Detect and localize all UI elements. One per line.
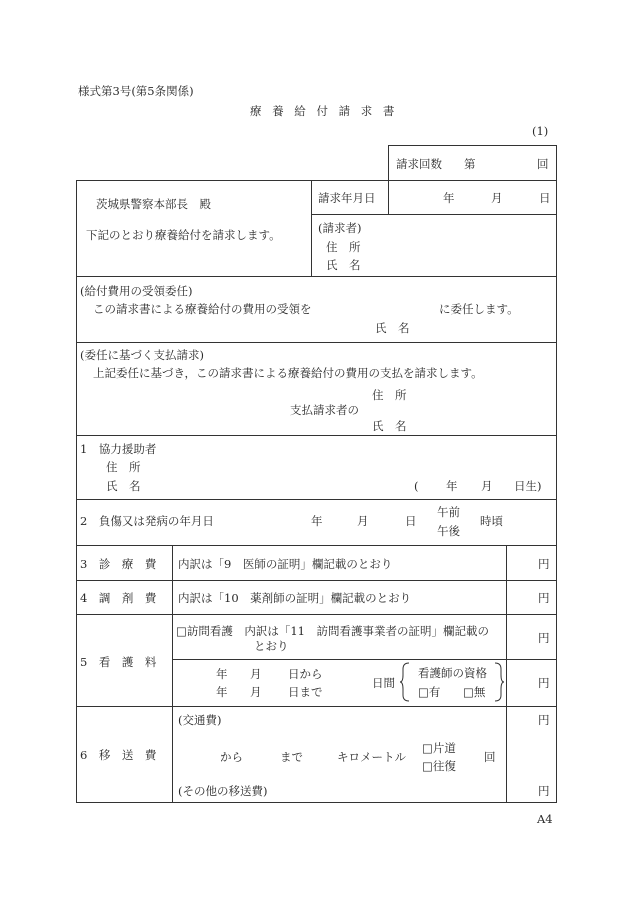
section4-label: 4 調 剤 費: [80, 591, 157, 605]
claim-date-day: 日: [539, 191, 551, 205]
rule: [76, 499, 556, 500]
delegation-heading: (給付費用の受領委任): [80, 284, 193, 298]
section6-unit1: 円: [538, 713, 550, 727]
payment-address-label: 住 所: [372, 388, 407, 402]
claim-date-month: 月: [491, 191, 503, 205]
rule: [388, 145, 389, 180]
section1-address-label: 住 所: [106, 460, 141, 474]
transport-round-trip: □往復: [422, 759, 456, 773]
delegation-text-before: この請求書による療養給付の費用の受領を: [93, 302, 312, 316]
transport-km: キロメートル: [337, 750, 406, 764]
claim-count-label: 請求回数: [396, 157, 442, 171]
rule: [172, 545, 173, 802]
birth-year: 年: [446, 479, 458, 493]
nursing-from: 日から: [288, 667, 323, 681]
page-title: 療 養 給 付 請 求 書: [250, 104, 395, 118]
left-brace: [400, 663, 409, 701]
section5-label: 5 看 護 料: [80, 655, 157, 669]
qualification-no: □無: [463, 685, 486, 699]
section3-detail: 内訳は「9 医師の証明」欄記載のとおり: [178, 557, 393, 571]
payment-requester-label: 支払請求者の: [290, 403, 359, 417]
claimant-address-label: 住 所: [326, 240, 361, 254]
section3-label: 3 診 療 費: [80, 557, 157, 571]
payment-request-heading: (委任に基づく支払請求): [80, 348, 204, 362]
nursing-month1: 月: [250, 667, 262, 681]
birth-day: 日生): [514, 479, 542, 493]
nursing-year1: 年: [216, 667, 228, 681]
section2-title: 2 負傷又は発病の年月日: [80, 514, 214, 528]
transport-heading: (交通費): [178, 713, 222, 727]
claim-count-dai: 第: [464, 157, 476, 171]
rule: [76, 802, 557, 803]
section4-unit: 円: [538, 591, 550, 605]
page-marker: (1): [532, 124, 549, 138]
paper-size: A4: [537, 812, 553, 826]
transport-from: から: [220, 750, 243, 764]
rule: [76, 614, 556, 615]
section3-unit: 円: [538, 557, 550, 571]
nursing-days: 日間: [372, 676, 395, 690]
nursing-to: 日まで: [288, 685, 323, 699]
qualification-label: 看護師の資格: [418, 666, 487, 680]
delegation-name-label: 氏 名: [375, 321, 410, 335]
transport-times: 回: [484, 750, 496, 764]
rule: [76, 435, 556, 436]
rule: [388, 180, 389, 214]
section1-title: 1 協力援助者: [80, 442, 157, 456]
form-number: 様式第3号(第5条関係): [78, 84, 194, 98]
rule: [311, 180, 312, 276]
section2-am: 午前: [437, 505, 460, 519]
payment-name-label: 氏 名: [372, 419, 407, 433]
other-transport-heading: (その他の移送費): [178, 784, 268, 798]
transport-one-way: □片道: [422, 741, 456, 755]
section2-month: 月: [357, 514, 369, 528]
section2-time: 時頃: [480, 514, 503, 528]
section5-unit1: 円: [538, 631, 550, 645]
request-text: 下記のとおり療養給付を請求します。: [86, 228, 281, 242]
claim-date-label: 請求年月日: [318, 191, 376, 205]
rule: [556, 145, 557, 802]
claim-date-year: 年: [443, 191, 455, 205]
section6-label: 6 移 送 費: [80, 748, 157, 762]
rule: [76, 342, 556, 343]
rule: [76, 706, 556, 707]
claim-count-kai: 回: [537, 157, 549, 171]
rule: [388, 145, 556, 146]
rule: [311, 214, 556, 215]
section5-unit2: 円: [538, 676, 550, 690]
section2-year: 年: [311, 514, 323, 528]
nursing-year2: 年: [216, 685, 228, 699]
section2-pm: 午後: [437, 524, 460, 538]
qualification-yes: □有: [418, 685, 441, 699]
transport-to: まで: [280, 750, 303, 764]
nursing-visit-line2: とおり: [254, 639, 289, 653]
birth-open: (: [414, 479, 419, 493]
section1-name-label: 氏 名: [106, 479, 141, 493]
rule: [172, 659, 556, 660]
right-brace: [495, 663, 504, 701]
section2-day: 日: [405, 514, 417, 528]
rule: [76, 580, 556, 581]
claimant-name-label: 氏 名: [326, 258, 361, 272]
recipient-name: 茨城県警察本部長 殿: [96, 197, 211, 211]
rule: [76, 180, 556, 181]
rule: [76, 276, 556, 277]
rule: [76, 180, 77, 802]
nursing-visit-line1: □訪問看護 内訳は「11 訪問看護事業者の証明」欄記載の: [176, 624, 489, 638]
nursing-month2: 月: [250, 685, 262, 699]
section6-unit2: 円: [538, 784, 550, 798]
section4-detail: 内訳は「10 薬剤師の証明」欄記載のとおり: [178, 591, 412, 605]
birth-month: 月: [481, 479, 493, 493]
rule: [76, 545, 556, 546]
claimant-label: (請求者): [318, 221, 362, 235]
payment-request-text: 上記委任に基づき，この請求書による療養給付の費用の支払を請求します。: [93, 366, 483, 380]
delegation-text-after: に委任します。: [439, 302, 519, 316]
rule: [506, 545, 507, 802]
